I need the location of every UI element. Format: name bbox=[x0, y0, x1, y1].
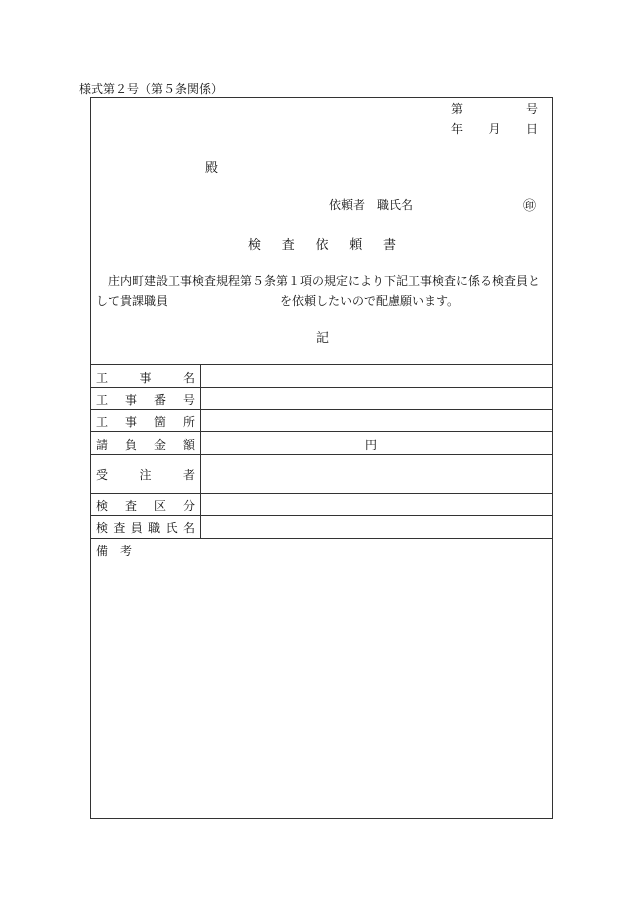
body-line-2-after: を依頼したいので配慮願います。 bbox=[280, 294, 460, 308]
contract-amount-unit: 円 bbox=[365, 438, 378, 452]
body-line-2-before: して貴課職員 bbox=[96, 294, 169, 308]
body-line-1: 庄内町建設工事検査規程第５条第１項の規定により下記工事検査に係る検査員と bbox=[108, 274, 541, 288]
title-char: 書 bbox=[382, 238, 396, 253]
label-char: 員 bbox=[130, 521, 143, 535]
date-year: 年 bbox=[451, 122, 464, 136]
number-prefix: 第 bbox=[451, 102, 464, 116]
table-row-divider bbox=[90, 387, 553, 388]
label-char: 備 bbox=[96, 544, 109, 558]
title-char: 査 bbox=[281, 238, 295, 253]
request-body-text bbox=[96, 271, 548, 311]
table-column-divider bbox=[200, 365, 201, 538]
label-char: 事 bbox=[139, 371, 152, 385]
label-char: 注 bbox=[139, 468, 152, 482]
label-char: 検 bbox=[96, 521, 109, 535]
label-char: 工 bbox=[96, 415, 109, 429]
row-label-contractor bbox=[96, 466, 195, 483]
row-label-inspection-category bbox=[96, 497, 195, 514]
date-line bbox=[451, 120, 538, 137]
form-caption: 様式第２号（第５条関係） bbox=[79, 82, 224, 96]
label-char: 区 bbox=[153, 499, 166, 513]
label-char: 箇 bbox=[153, 415, 166, 429]
label-char: 検 bbox=[96, 499, 109, 513]
label-char: 号 bbox=[182, 393, 195, 407]
row-label-inspector-name bbox=[96, 519, 195, 536]
table-top-border bbox=[90, 364, 553, 365]
seal-mark: ㊞ bbox=[523, 199, 537, 214]
label-char: 負 bbox=[124, 438, 137, 452]
form-frame bbox=[90, 97, 553, 819]
label-char: 工 bbox=[96, 371, 109, 385]
document-title bbox=[248, 234, 396, 253]
label-char: 分 bbox=[182, 499, 195, 513]
label-char: 考 bbox=[119, 544, 132, 558]
label-char: 工 bbox=[96, 393, 109, 407]
document-number-line bbox=[451, 100, 538, 117]
date-day: 日 bbox=[525, 122, 538, 136]
date-month: 月 bbox=[488, 122, 501, 136]
label-char: 者 bbox=[182, 468, 195, 482]
table-row-divider bbox=[90, 431, 553, 432]
row-label-contract-amount bbox=[96, 436, 195, 453]
label-char: 査 bbox=[124, 499, 137, 513]
label-char: 番 bbox=[153, 393, 166, 407]
label-char: 所 bbox=[182, 415, 195, 429]
label-char: 事 bbox=[124, 393, 137, 407]
table-row-divider bbox=[90, 409, 553, 410]
table-row-divider bbox=[90, 493, 553, 494]
title-char: 依 bbox=[315, 238, 329, 253]
remarks-label bbox=[96, 542, 132, 559]
label-char: 額 bbox=[182, 438, 195, 452]
label-char: 査 bbox=[113, 521, 126, 535]
ki-heading: 記 bbox=[316, 331, 330, 346]
requester-label: 依頼者 職氏名 bbox=[329, 198, 414, 212]
label-char: 名 bbox=[182, 371, 195, 385]
label-char: 事 bbox=[124, 415, 137, 429]
table-row-divider bbox=[90, 538, 553, 539]
title-char: 頼 bbox=[349, 238, 363, 253]
number-suffix: 号 bbox=[525, 102, 538, 116]
label-char: 金 bbox=[153, 438, 166, 452]
label-char: 氏 bbox=[165, 521, 178, 535]
row-label-construction-number bbox=[96, 391, 195, 408]
row-label-construction-location bbox=[96, 413, 195, 430]
label-char: 受 bbox=[96, 468, 109, 482]
row-label-construction-name bbox=[96, 369, 195, 386]
body-line-2 bbox=[96, 291, 548, 311]
title-char: 検 bbox=[248, 238, 262, 253]
label-char: 請 bbox=[96, 438, 109, 452]
label-char: 職 bbox=[148, 521, 161, 535]
addressee-suffix: 殿 bbox=[205, 161, 219, 176]
label-char: 名 bbox=[182, 521, 195, 535]
table-row-divider bbox=[90, 454, 553, 455]
table-row-divider bbox=[90, 515, 553, 516]
